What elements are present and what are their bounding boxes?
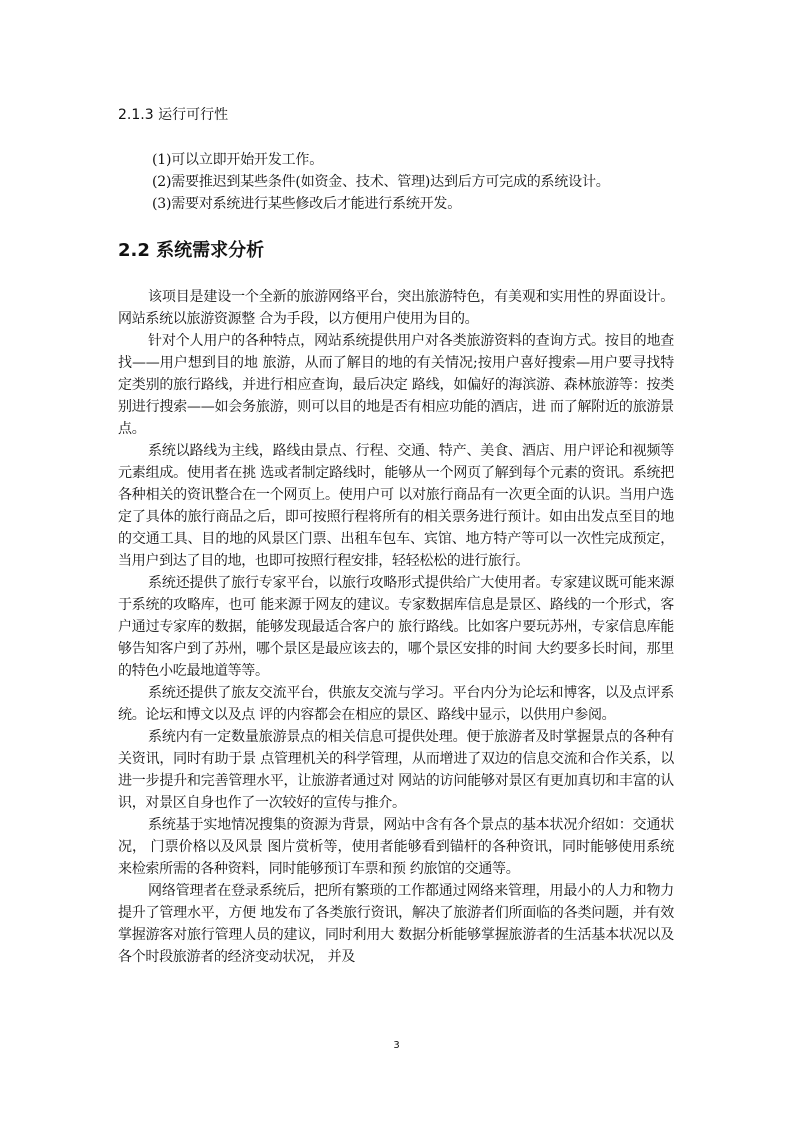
section-heading: 2.2 系统需求分析: [118, 240, 265, 261]
list-item: (1)可以立即开始开发工作。: [152, 152, 324, 168]
list-item: (2)需要推迟到某些条件(如资金、技术、管理)达到后方可完成的系统设计。: [152, 174, 610, 190]
paragraph: 系统还提供了旅行专家平台，以旅行攻略形式提供给广大使用者。专家建议既可能来源于系统的攻略库，也可 能来源于网友的建议。专家数据库信息是景区、路线的一个形式，客户通过专家库的数据，能够发现最适合客户的 旅行路线。比如客户要玩苏州，专家信息库能够告知客户到了苏州，哪个景区是最应该去的，哪个景区安排的时间 大约要多长时间，那里的特色小吃最地道等等。: [118, 575, 674, 679]
body-text: [118, 286, 674, 968]
paragraph: 该项目是建设一个全新的旅游网络平台，突出旅游特色，有美观和实用性的界面设计。网站系统以旅游资源整 合为手段，以方便用户使用为目的。: [118, 289, 674, 327]
page-number: 3: [393, 1040, 400, 1051]
paragraph: 系统还提供了旅友交流平台，供旅友交流与学习。平台内分为论坛和博客，以及点评系统。论坛和博文以及点 评的内容都会在相应的景区、路线中显示，以供用户参阅。: [118, 685, 674, 723]
paragraph: 针对个人用户的各种特点，网站系统提供用户对各类旅游资料的查询方式。按目的地查找——用户想到目的地 旅游，从而了解目的地的有关情况;按用户喜好搜索—用户要寻找特定类别的旅行路线，并进行相应查询，最后决定 路线，如偏好的海滨游、森林旅游等：按类别进行搜索——如会务旅游，则可以目的地是否有相应功能的酒店，进 而了解附近的旅游景点。: [118, 333, 674, 437]
feasibility-list: [152, 149, 712, 215]
paragraph: 网络管理者在登录系统后，把所有繁琐的工作都通过网络来管理，用最小的人力和物力提升了管理水平，方便 地发布了各类旅行资讯，解决了旅游者们所面临的各类问题，并有效掌握游客对旅行管理人员的建议，同时利用大 数据分析能够掌握旅游者的生活基本状况以及各个时段旅游者的经济变动状况， 并及: [118, 883, 674, 965]
subsection-heading: 2.1.3 运行可行性: [118, 107, 229, 123]
paragraph: 系统以路线为主线，路线由景点、行程、交通、特产、美食、酒店、用户评论和视频等元素组成。使用者在挑 选或者制定路线时，能够从一个网页了解到每个元素的资讯。系统把各种相关的资讯整合在一个网页上。使用户可 以对旅行商品有一次更全面的认识。当用户选定了具体的旅行商品之后，即可按照行程将所有的相关票务进行预计。如由出发点至目的地的交通工具、目的地的风景区门票、出租车包车、宾馆、地方特产等可以一次性完成预定，当用户到达了目的地，也即可按照行程安排，轻轻松松的进行旅行。: [118, 443, 674, 569]
paragraph: 系统内有一定数量旅游景点的相关信息可提供处理。便于旅游者及时掌握景点的各种有关资讯，同时有助于景 点管理机关的科学管理，从而增进了双边的信息交流和合作关系，以进一步提升和完善管理水平，让旅游者通过对 网站的访问能够对景区有更加真切和丰富的认识，对景区自身也作了一次较好的宣传与推介。: [118, 729, 674, 811]
list-item: (3)需要对系统进行某些修改后才能进行系统开发。: [152, 196, 462, 212]
paragraph: 系统基于实地情况搜集的资源为背景，网站中含有各个景点的基本状况介绍如：交通状况， 门票价格以及风景 图片赏析等，使用者能够看到锚杆的各种资讯，同时能够使用系统来检索所需的各种资料，同时能够预订车票和预 约旅馆的交通等。: [118, 817, 674, 877]
